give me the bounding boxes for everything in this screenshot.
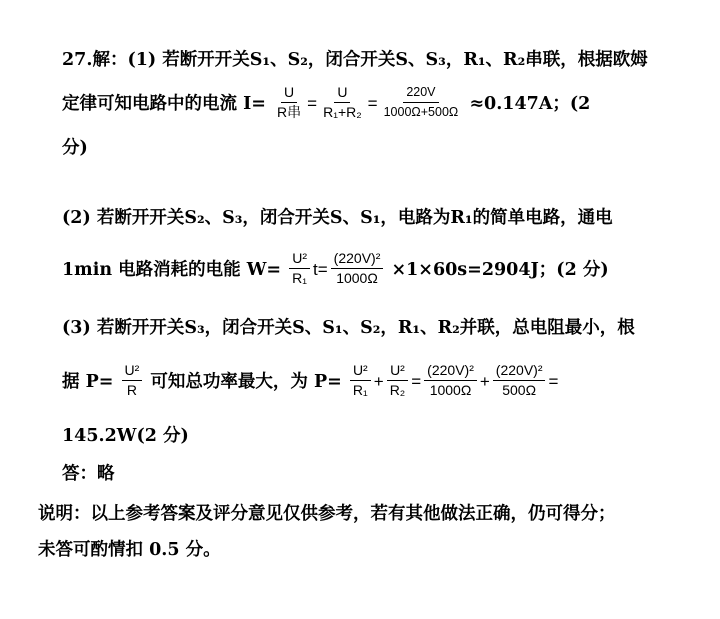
fraction-u2-over-r xyxy=(122,362,143,399)
p1-line2 xyxy=(62,86,590,123)
p1-line1: 27.解：(1) 若断开开关S₁、S₂，闭合开关S、S₃，R₁、R₂串联，根据欧姆 xyxy=(62,50,648,70)
p1-line2-prefix: 定律可知电路中的电流 I= xyxy=(62,94,266,114)
p1-line3: 分) xyxy=(62,138,88,158)
answer-line: 答：略 xyxy=(62,464,115,484)
numerator: U xyxy=(334,84,350,103)
p2-line2-prefix: 1min 电路消耗的电能 W= xyxy=(62,260,282,280)
denominator: 500Ω xyxy=(502,382,537,398)
denominator: R₁+R₂ xyxy=(323,104,362,120)
p2-line1: (2) 若断开开关S₂、S₃，闭合开关S、S₁，电路为R₁的简单电路，通电 xyxy=(62,208,613,228)
fraction-u-over-r-series xyxy=(274,84,304,121)
p3-line1: (3) 若断开开关S₃，闭合开关S、S₁、S₂，R₁、R₂并联，总电阻最小，根 xyxy=(62,318,635,338)
p2-line2 xyxy=(62,252,609,289)
equals-sign: = xyxy=(411,372,422,391)
denominator: 1000Ω xyxy=(429,382,472,398)
denominator: 1000Ω xyxy=(336,270,378,286)
denominator: R₁ xyxy=(292,270,308,286)
numerator: (220V)² xyxy=(493,362,546,381)
equals-sign: = xyxy=(307,94,318,113)
numerator: 220V xyxy=(403,84,438,103)
fraction-u2-over-r1 xyxy=(350,362,371,399)
fraction-u-over-r1-plus-r2 xyxy=(320,84,365,121)
fraction-220v-squared-over-1000ohm xyxy=(331,250,384,287)
denominator: R₁ xyxy=(352,382,368,398)
p2-line2-suffix: ×1×60s=2904J；(2 分) xyxy=(391,260,609,280)
fraction-220v-squared-over-500ohm xyxy=(493,362,546,399)
plus-sign: + xyxy=(479,372,490,391)
note-line1: 说明：以上参考答案及评分意见仅供参考，若有其他做法正确，仍可得分； xyxy=(38,504,616,524)
numerator: U² xyxy=(122,362,143,381)
p3-line3: 145.2W(2 分) xyxy=(62,426,189,446)
numerator: U xyxy=(281,84,297,103)
p2-mid-text: t= xyxy=(313,260,328,279)
fraction-220v-squared-over-1000ohm xyxy=(424,362,477,399)
denominator: 1000Ω+500Ω xyxy=(383,105,459,119)
plus-sign: + xyxy=(373,372,384,391)
numerator: (220V)² xyxy=(331,250,384,269)
fraction-u2-over-r1 xyxy=(289,250,310,287)
numerator: U² xyxy=(387,362,408,381)
p3-line2 xyxy=(62,364,559,401)
p1-line2-suffix: ≈0.147A；(2 xyxy=(469,94,591,114)
fraction-220v-over-1500ohm xyxy=(381,84,462,121)
p3-line2-prefix: 据 P= xyxy=(62,372,114,392)
note-line2: 未答可酌情扣 0.5 分。 xyxy=(38,540,221,560)
numerator: U² xyxy=(289,250,310,269)
p3-line2-mid: 可知总功率最大，为 P= xyxy=(150,372,342,392)
numerator: (220V)² xyxy=(424,362,477,381)
denominator: R₂ xyxy=(389,382,406,398)
equals-sign: = xyxy=(548,372,559,391)
denominator: R串 xyxy=(277,104,302,120)
denominator: R xyxy=(126,382,137,398)
fraction-u2-over-r2 xyxy=(387,362,409,399)
numerator: U² xyxy=(350,362,371,381)
equals-sign: = xyxy=(367,94,378,113)
